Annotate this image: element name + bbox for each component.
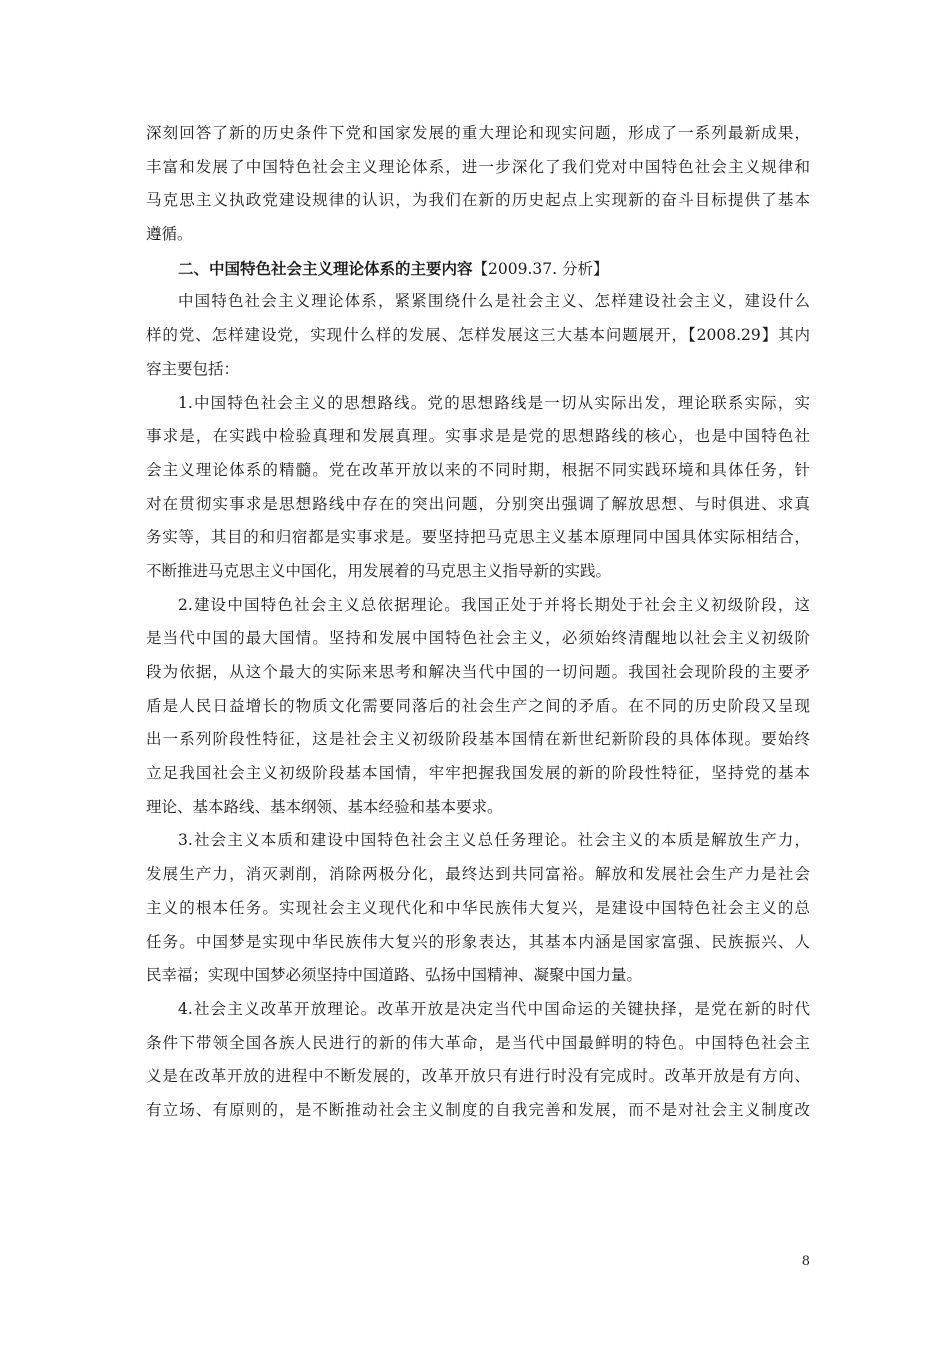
text-line: 条件下带领全国各族人民进行的新的伟大革命，是当代中国最鲜明的特色。中国特色社会主 [146,1033,810,1052]
text-line: 理论、基本路线、基本纲领、基本经验和基本要求。 [146,797,503,816]
text-line: 容主要包括： [146,359,240,378]
text-line: 盾是人民日益增长的物质文化需要同落后的社会生产之间的矛盾。在不同的历史阶段又呈现 [146,696,810,715]
text-line: 对在贯彻实事求是思想路线中存在的突出问题，分别突出强调了解放思想、与时俱进、求真 [146,494,810,513]
text-line: 事求是，在实践中检验真理和发展真理。实事求是是党的思想路线的核心，也是中国特色社 [146,427,810,446]
text-line: 不断推进马克思主义中国化，用发展着的马克思主义指导新的实践。 [146,561,612,580]
text-line: 遵循。 [146,225,193,244]
text-line: 发展生产力，消灭剥削，消除两极分化，最终达到共同富裕。解放和发展社会生产力是社会 [146,865,810,884]
section-heading-reference: 【2009.37. 分析】 [472,259,609,278]
text-line: 1.中国特色社会主义的思想路线。党的思想路线是一切从实际出发，理论联系实际，实 [178,393,810,412]
text-line: 立足我国社会主义初级阶段基本国情，牢牢把握我国发展的新的阶段性特征，坚持党的基本 [146,764,810,783]
text-line: 是当代中国的最大国情。坚持和发展中国特色社会主义，必须始终清醒地以社会主义初级阶 [146,629,810,648]
text-line: 义是在改革开放的进程中不断发展的，改革开放只有进行时没有完成时。改革开放是有方向、 [146,1067,810,1086]
section-heading [146,252,810,286]
text-line: 丰富和发展了中国特色社会主义理论体系，进一步深化了我们党对中国特色社会主义规律和 [146,157,810,176]
text-line: 任务。中国梦是实现中华民族伟大复兴的形象表达，其基本内涵是国家富强、民族振兴、人 [146,932,810,951]
page-number: 8 [801,1254,810,1269]
text-line: 务实等，其目的和归宿都是实事求是。要坚持把马克思主义基本原理同中国具体实际相结合， [146,528,810,547]
text-line: 会主义理论体系的精髓。党在改革开放以来的不同时期，根据不同实践环境和具体任务，针 [146,460,810,479]
text-line: 深刻回答了新的历史条件下党和国家发展的重大理论和现实问题，形成了一系列最新成果， [146,124,810,142]
text-line: 民幸福；实现中国梦必须坚持中国道路、弘扬中国精神、凝聚中国力量。 [146,966,643,985]
page-body [146,117,810,1128]
text-line: 主义的根本任务。实现社会主义现代化和中华民族伟大复兴，是建设中国特色社会主义的总 [146,898,810,917]
text-line: 马克思主义执政党建设规律的认识，为我们在新的历史起点上实现新的奋斗目标提供了基本 [146,191,810,210]
text-line: 出一系列阶段性特征，这是社会主义初级阶段基本国情在新世纪新阶段的具体体现。要始终 [146,730,810,749]
section-heading-title: 二、中国特色社会主义理论体系的主要内容 [178,258,473,278]
text-line: 样的党、怎样建设党，实现什么样的发展、怎样发展这三大基本问题展开，【2008.29】其内 [146,326,810,345]
text-line: 4.社会主义改革开放理论。改革开放是决定当代中国命运的关键抉择，是党在新的时代 [178,999,810,1018]
text-line: 2.建设中国特色社会主义总依据理论。我国正处于并将长期处于社会主义初级阶段，这 [178,595,810,614]
text-line: 3.社会主义本质和建设中国特色社会主义总任务理论。社会主义的本质是解放生产力， [178,831,810,850]
text-line: 有立场、有原则的，是不断推动社会主义制度的自我完善和发展，而不是对社会主义制度改 [146,1100,810,1119]
text-line: 段为依据，从这个最大的实际来思考和解决当代中国的一切问题。我国社会现阶段的主要矛 [146,663,810,681]
text-line: 中国特色社会主义理论体系，紧紧围绕什么是社会主义、怎样建设社会主义，建设什么 [178,292,810,311]
